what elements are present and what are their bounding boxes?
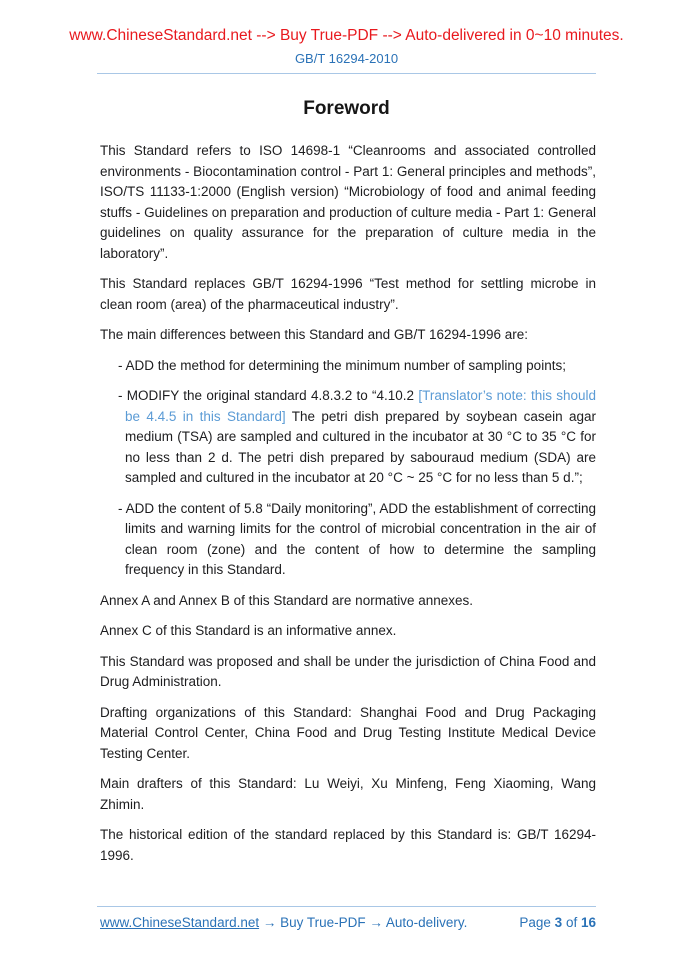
list-item-add-method: - ADD the method for determining the minimum number of sampling points; xyxy=(118,357,566,373)
doc-number: GB/T 16294-2010 xyxy=(294,51,399,66)
paragraph-annex-ab: Annex A and Annex B of this Standard are normative annexes. xyxy=(100,592,473,608)
paragraph-main-drafters: Main drafters of this Standard: Lu Weiyi, Xu Minfeng, Feng Xiaoming, Wang Zhimin. xyxy=(100,776,596,812)
footer-tagline-tail: → Buy True-PDF → Auto-delivery. xyxy=(259,915,468,930)
footer-link[interactable]: www.ChineseStandard.net xyxy=(100,915,260,930)
footer-divider xyxy=(97,906,596,907)
paragraph-refers: This Standard refers to ISO 14698-1 “Cleanrooms and associated controlled environments - Biocontamination control - Part 1: General principles and methods”, ISO/TS 11133-1:2000 (English version) “Microbiology of food and animal feeding stuffs - Guidelines on preparation and production of culture media - Part 1: General guidelines on quality assurance for the preparation of culture media in the laboratory”. xyxy=(100,143,596,261)
page-current: 3 xyxy=(554,915,563,930)
paragraph-differences: The main differences between this Standard and GB/T 16294-1996 are: xyxy=(100,327,529,342)
page-title: Foreword xyxy=(303,98,390,119)
document-body xyxy=(100,141,596,866)
footer-tagline xyxy=(100,915,467,931)
header-divider xyxy=(97,73,596,74)
page-total: 16 xyxy=(580,915,596,930)
list-item-text-pre: - MODIFY the original standard 4.8.3.2 to “4.10.2 xyxy=(118,388,419,403)
list-item-modify xyxy=(100,386,596,489)
of-label: of xyxy=(565,915,578,930)
paragraph-historical-edition: The historical edition of the standard replaced by this Standard is: GB/T 16294-1996. xyxy=(100,827,596,863)
paragraph-replaces: This Standard replaces GB/T 16294-1996 “Test method for settling microbe in clean room (area) of the pharmaceutical industry”. xyxy=(100,276,596,312)
translator-note: [Translator’s note: this should be 4.4.5 in this Standard] xyxy=(125,388,597,424)
list-item-add-content: - ADD the content of 5.8 “Daily monitoring”, ADD the establishment of correcting limits and warning limits for the control of microbial concentration in the air of clean room (zone) and the content of how to determine the sampling frequency in this Standard. xyxy=(118,500,596,577)
paragraph-drafting-orgs: Drafting organizations of this Standard: Shanghai Food and Drug Packaging Material Control Center, China Food and Drug Testing Institute Medical Device Testing Center. xyxy=(100,704,596,761)
page-footer xyxy=(0,906,693,931)
page-indicator xyxy=(519,915,596,931)
paragraph-annex-c: Annex C of this Standard is an informative annex. xyxy=(100,623,397,638)
promo-banner: www.ChineseStandard.net --> Buy True-PDF --> Auto-delivered in 0~10 minutes. xyxy=(69,27,624,44)
list-item-text-post: The petri dish prepared by soybean casein agar medium (TSA) are sampled and cultured in the incubator at 30 °C to 35 °C for no less than 2 d. The petri dish prepared by sabouraud medium (SDA) are sampled and cultured in the incubator at 20 °C ~ 25 °C for no less than 5 d.”; xyxy=(125,408,596,485)
page-label: Page xyxy=(519,915,551,930)
paragraph-jurisdiction: This Standard was proposed and shall be under the jurisdiction of China Food and Drug Administration. xyxy=(100,653,596,689)
